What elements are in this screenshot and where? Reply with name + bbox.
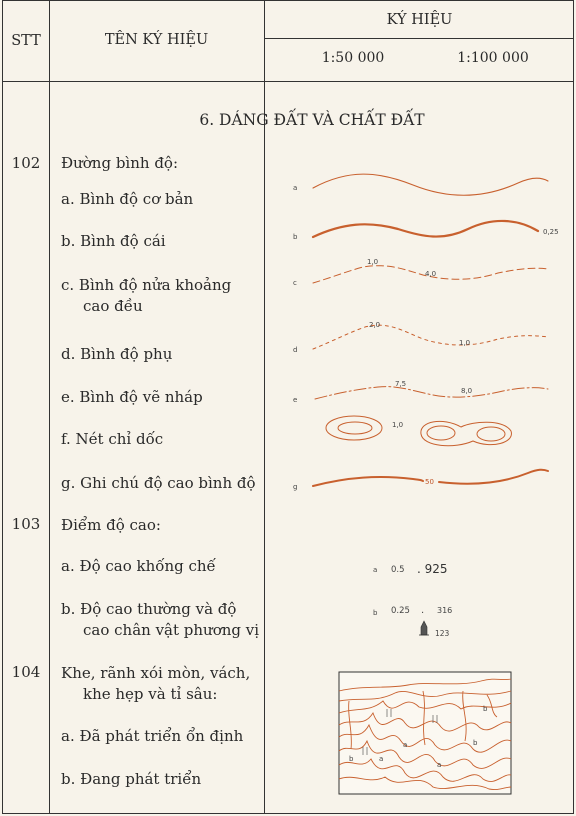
label-b: b: [293, 233, 298, 241]
label-103b-value2: 123: [435, 629, 450, 638]
label-c-2: 4,0: [425, 270, 437, 278]
azimuth-marker-icon: [419, 621, 429, 635]
item-104-a: a. Đã phát triển ổn định: [61, 727, 244, 745]
header-name: TÊN KÝ HIỆU: [104, 32, 209, 48]
stt-102: 102: [11, 154, 41, 172]
gully-label-b-3: b: [473, 739, 478, 747]
group-104-title-cont: khe hẹp và tỉ sâu:: [83, 685, 218, 703]
contour-draft: [315, 387, 548, 399]
slope-ring-left-inner: [338, 422, 372, 434]
label-103b: b: [373, 609, 378, 617]
stt-104: 104: [11, 663, 41, 681]
item-102-a: a. Bình độ cơ bản: [61, 190, 194, 208]
label-103b-dot: .: [421, 605, 425, 616]
label-e: e: [293, 396, 298, 404]
item-103-b: b. Độ cao thường và độ: [61, 600, 237, 618]
gully-label-b-1: b: [349, 755, 354, 763]
section-title: 6. DÁNG ĐẤT VÀ CHẤT ĐẤT: [199, 111, 425, 129]
item-102-d: d. Bình độ phụ: [61, 345, 173, 363]
label-c: c: [293, 279, 297, 287]
header-stt: STT: [11, 33, 41, 49]
slope-ring-right-inner-1: [427, 426, 455, 440]
item-102-b: b. Bình độ cái: [61, 232, 166, 250]
item-102-g: g. Ghi chú độ cao bình độ: [61, 474, 256, 492]
slope-ring-left-outer: [326, 416, 382, 440]
item-102-c: c. Bình độ nửa khoảng: [61, 276, 232, 294]
stt-103: 103: [11, 515, 41, 533]
label-103b-value: 316: [437, 606, 453, 615]
label-103b-size: 0.25: [391, 606, 410, 616]
header-scale-100000: 1:100 000: [457, 50, 529, 66]
item-104-b: b. Đang phát triển: [61, 770, 202, 788]
label-g-value: 50: [425, 478, 434, 486]
gully-label-a-3: a: [437, 761, 442, 769]
slope-ring-right-inner-2: [477, 427, 505, 441]
item-103-a: a. Độ cao khống chế: [61, 557, 216, 575]
gully-label-b-2: b: [483, 705, 488, 713]
contour-basic: [313, 174, 548, 195]
gully-map: [339, 672, 511, 794]
item-102-f: f. Nét chỉ dốc: [61, 430, 164, 448]
group-103-title: Điểm độ cao:: [61, 516, 161, 534]
symbol-drawings: [3, 1, 575, 815]
header-symbol: KÝ HIỆU: [386, 12, 453, 28]
label-e-1: 7,5: [395, 380, 407, 388]
label-d-1: 2,0: [369, 321, 381, 329]
label-f: 1,0: [392, 421, 404, 429]
legend-table: [2, 0, 574, 814]
item-102-c-cont: cao đều: [83, 297, 143, 315]
group-104-title: Khe, rãnh xói mòn, vách,: [61, 664, 251, 682]
contour-auxiliary: [313, 325, 548, 349]
label-d-2: 1,0: [459, 339, 471, 347]
gully-label-a-2: a: [379, 755, 384, 763]
item-103-b-cont: cao chân vật phương vị: [83, 621, 260, 639]
label-b-width: 0,25: [543, 228, 559, 236]
contour-labelled-left: [313, 477, 423, 486]
item-102-e: e. Bình độ vẽ nháp: [61, 388, 203, 406]
contour-labelled-right: [439, 470, 548, 484]
slope-ring-right-outer: [421, 421, 512, 445]
label-103a-value: . 925: [417, 562, 448, 576]
header-scale-50000: 1:50 000: [321, 50, 385, 66]
label-103a-size: 0.5: [391, 565, 405, 575]
contour-index: [313, 221, 538, 237]
label-e-2: 8,0: [461, 387, 473, 395]
label-c-1: 1,0: [367, 258, 379, 266]
label-g: g: [293, 483, 298, 491]
label-103a: a: [373, 566, 378, 574]
group-102-title: Đường bình độ:: [61, 154, 179, 172]
label-a: a: [293, 184, 298, 192]
gully-label-a-1: a: [403, 741, 408, 749]
label-d: d: [293, 346, 298, 354]
